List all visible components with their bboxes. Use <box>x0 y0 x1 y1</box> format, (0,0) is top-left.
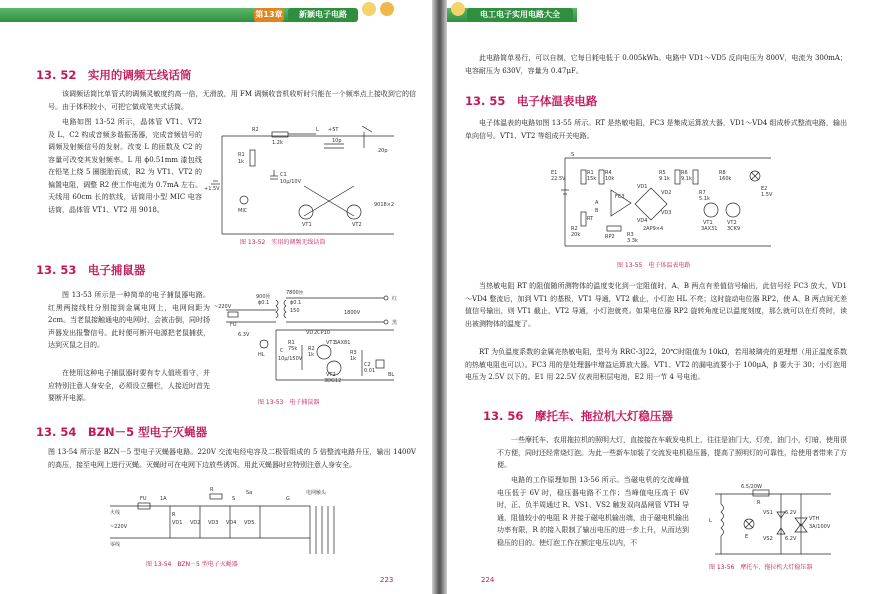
fig-label: ~220V <box>214 304 232 310</box>
fig-label: 10μ/150V <box>278 356 303 362</box>
fig-label: 火线 <box>110 510 121 516</box>
figure-13-54 <box>110 486 350 556</box>
fig-label: 20k <box>571 232 581 238</box>
page-number: 223 <box>380 576 394 584</box>
fig-label: VT1 <box>302 222 312 228</box>
fig-label: 0.01 <box>364 368 376 374</box>
fig-label: VD3 <box>661 210 672 216</box>
fig-label: ϕ0.1 <box>258 300 270 306</box>
fig-label: VD1 <box>637 184 648 190</box>
figure-13-56 <box>701 484 851 560</box>
fig-label: VT2 <box>352 222 362 228</box>
fig-label: 1.2k <box>272 140 283 146</box>
paragraph: 电路的工作原理如图 13-56 所示。当磁电机的交流峰值电压低于 6V 时，稳压器电路不工作；当峰值电压高于 6V 时，正、负半周通过 R、VS1、VS2 触发双向晶闸管 VTH 导通，阻值较小的电阻 R 并接于磁电机输出端，由于磁电机输出功率有限，R 的接入限制了输出电压的进一步上升，从而达到稳压的目的。使灯泡工作在额定电压以内，不 <box>497 476 689 547</box>
fig-label: 1.5V <box>761 192 773 198</box>
fig-label: 2CP10 <box>314 330 331 336</box>
fig-label: 3A/100V <box>809 524 831 530</box>
fig-label: C2 <box>364 362 371 368</box>
fig-label: R <box>172 512 176 518</box>
fig-label: Sa <box>246 490 253 496</box>
fig-label: VTH <box>809 516 820 522</box>
right-page <box>447 0 879 594</box>
fig-label: 9.1k <box>681 176 692 182</box>
fig-label: S <box>232 496 236 502</box>
fig-label: 零线 <box>110 542 121 548</box>
fig-label: VS1 <box>763 510 773 516</box>
fig-label: VD4 <box>226 520 237 526</box>
fig-label: MIC <box>238 208 248 214</box>
chapter-title-tag: 新颖电子电路 <box>288 8 358 22</box>
section-title: 13. 53 电子捕鼠器 <box>36 263 146 277</box>
fig-label: 1k <box>350 356 357 362</box>
header-deco-icon <box>380 2 394 16</box>
fig-label: HL <box>258 352 265 358</box>
fig-label: 150 <box>290 308 300 314</box>
fig-label: VD5 <box>244 520 255 526</box>
paragraph: 图 13-53 所示是一种简单的电子捕鼠器电路。红黑两接线柱分别接到金属电网上，电网间距为 2cm。当老鼠接触通电的电网时，会被击倒，同时扬声器发出报警信号。此时便可断开电源把老鼠捕获，达到灭鼠之目的。 <box>48 291 211 349</box>
figure-caption: 图 13-53 电子捕鼠器 <box>258 399 320 406</box>
fig-label: 10μ/10V <box>280 179 302 185</box>
fig-label: FU <box>140 496 147 502</box>
fig-label: E1 <box>551 170 558 176</box>
fig-label: 22.5V <box>551 176 566 182</box>
paragraph: 当热敏电阻 RT 的阻值随所测物体的温度变化到一定阻值时，A、B 两点有差值信号输出，此信号经 FC3 放大，VD1～VD4 整流后，加到 VT1 的基极，VT1 导通，VT2 截止，小灯泡 HL 不亮；这时旋动电位器 RP2，使 A、B 两点间无差值信号输出，则 VT1 截止，VT2 导通，小灯泡就亮。如果电位器 RP2 旋转角度记以温度刻度，那么就可以在灯亮时，读出被测物体的温度了。 <box>465 282 847 328</box>
fig-label: G <box>286 496 290 502</box>
fig-label: FC3 <box>615 194 625 200</box>
fig-label: R <box>757 500 761 506</box>
book-gutter <box>432 0 447 594</box>
fig-label: 1A <box>160 496 167 502</box>
fig-label: 7800匝 <box>286 290 304 296</box>
fig-label: 10p <box>332 138 342 144</box>
fig-label: 6.2V <box>785 536 797 542</box>
header-deco-icon <box>451 2 465 16</box>
fig-label: 900匝 <box>256 294 271 300</box>
fig-label: VT2 <box>326 372 336 378</box>
section-title: 13. 56 摩托车、拖拉机大灯稳压器 <box>483 409 673 423</box>
fig-label: R1 <box>288 340 295 346</box>
fig-label: R2 <box>571 226 578 232</box>
fig-label: +1.5V <box>204 186 220 192</box>
fig-label: R2 <box>308 346 315 352</box>
figure-13-55 <box>551 150 777 250</box>
fig-label: 电网触头 <box>306 490 327 496</box>
paragraph: RT 为负温度系数的金属壳热敏电阻，型号为 RRC-3J22，20℃时阻值为 10kΩ，若用玻璃壳的更理想（用正温度系数的热敏电阻也可以）。FC3 用的是处理器中增益运算放大器。VT1、VT2 的漏电流要小于 100μA，β 要大于 30；小灯泡用电压为 2.5V 以下的。E1 用 22.5V 仪表用积层电池，E2 用一节 4 号电池。 <box>465 348 847 381</box>
fig-label: R3 <box>350 350 357 356</box>
fig-label: 6.5/20W <box>741 484 762 490</box>
fig-label: E <box>745 534 749 540</box>
fig-label: E2 <box>761 186 768 192</box>
figure-caption: 图 13-54 BZN－5 型电子灭蝇器 <box>146 561 238 568</box>
fig-label: A <box>595 200 599 206</box>
book-title-tag: 电工电子实用电路大全 <box>467 8 573 22</box>
fig-label: 红 <box>392 296 398 302</box>
figure-caption: 图 13-56 摩托车、拖拉机大灯稳压器 <box>709 564 813 571</box>
fig-label: VT1 <box>326 340 336 346</box>
section-title: 13. 55 电子体温表电路 <box>465 94 598 108</box>
figure-caption: 图 13-55 电子体温表电路 <box>617 262 691 269</box>
fig-label: 75k <box>288 346 298 352</box>
fig-label: 20p <box>378 148 388 154</box>
fig-label: C1 <box>280 172 287 178</box>
fig-label: L <box>316 127 319 133</box>
fig-label: 9.1k <box>659 176 670 182</box>
paragraph: 该调频话筒比单管式的调频灵敏度约高一倍，无滑放，用 FM 调频收音机收听时只能在一个频率点上接收到它的信号。由于体积较小，可把它做成笔夹式话筒。 <box>48 90 416 111</box>
fig-label: BL <box>388 372 395 378</box>
fig-label: 15k <box>587 176 597 182</box>
page-number: 224 <box>481 576 495 584</box>
paragraph: 图 13-54 所示是 BZN－5 型电子灭蝇器电路。220V 交流电经电容及二极管组成的 5 倍整流电路升压，输出 1400V 的高压，接至电网上进行灭蝇。灭蝇时可在电网下边放些诱饵。用此灭蝇器时应特别注意人身安全。 <box>48 448 416 469</box>
fig-label: 黑 <box>392 320 398 326</box>
fig-label: VT2 <box>727 220 737 226</box>
fig-label: R8 <box>719 170 726 176</box>
fig-label: 3DG12 <box>324 378 342 384</box>
section-title: 13. 52 实用的调频无线话筒 <box>36 68 192 82</box>
fig-label: 9018×2 <box>374 202 395 208</box>
fig-label: S <box>571 152 575 158</box>
fig-label: 3.3k <box>627 238 638 244</box>
section-title: 13. 54 BZN－5 型电子灭蝇器 <box>36 425 208 439</box>
fig-label: C <box>280 348 284 354</box>
fig-label: 6.2V <box>785 510 797 516</box>
fig-label: R2 <box>252 127 259 133</box>
fig-label: R4 <box>605 170 612 176</box>
fig-label: VT1 <box>703 220 713 226</box>
fig-label: R1 <box>238 152 245 158</box>
fig-label: VD <box>306 330 314 336</box>
figure-13-53 <box>214 290 420 390</box>
fig-label: +5T <box>328 127 339 133</box>
paragraph: 此电路简单易行，可以自制，它每日耗电低于 0.005kWh。电路中 VD1～VD5 反向电压为 800V，电流为 300mA；电容耐压为 630V，容量为 0.47μF。 <box>465 54 847 75</box>
fig-label: R5 <box>659 170 666 176</box>
paragraph: 电子体温表的电路如图 13-55 所示。RT 是热敏电阻，FC3 是集成运算放大器，VD1～VD4 组成桥式整流电路，输出单向信号。VT1、VT2 等组成开关电路。 <box>465 119 847 140</box>
fig-label: 3CK9 <box>727 226 741 232</box>
fig-label: VD1 <box>172 520 183 526</box>
fig-label: R1 <box>587 170 594 176</box>
fig-label: 160k <box>719 176 732 182</box>
fig-label: 2AP9×4 <box>643 226 664 232</box>
figure-13-52 <box>204 126 418 244</box>
fig-label: 3AX31 <box>701 226 718 232</box>
fig-label: R <box>210 487 214 493</box>
fig-label: VD2 <box>661 190 672 196</box>
fig-label: R7 <box>699 190 706 196</box>
fig-label: L <box>709 518 712 524</box>
chapter-tag: 第13章 <box>254 8 284 22</box>
paragraph: 在使用这种电子捕鼠器时要有专人值班看守，并应特别注意人身安全，必须设立栅栏，人接近时首先要断开电源。 <box>48 369 210 402</box>
fig-label: VD2 <box>190 520 201 526</box>
fig-label: 3AX81 <box>334 340 351 346</box>
paragraph: 一些摩托车、农用拖拉机的照明大灯，直接接在车载发电机上，往往是油门大，灯亮，油门小，灯暗，使用很不方便，同时还经常烧灯泡。为此一些新车加装了交流发电机稳压器，提高了照明灯的可靠性，给使用者带来了方便。 <box>497 436 847 469</box>
fig-label: 10k <box>605 176 615 182</box>
fig-label: ~220V <box>110 524 128 530</box>
left-page <box>0 0 432 594</box>
header-deco-icon <box>362 2 376 16</box>
fig-label: VD3 <box>208 520 219 526</box>
fig-label: R3 <box>627 232 634 238</box>
fig-label: ϕ0.1 <box>290 300 302 306</box>
fig-label: RT <box>587 216 594 222</box>
fig-label: VS2 <box>763 536 773 542</box>
fig-label: VD4 <box>637 218 648 224</box>
fig-label: 5.1k <box>699 196 710 202</box>
fig-label: FU <box>230 322 237 328</box>
fig-label: 1k <box>238 159 245 165</box>
paragraph: 电路如图 13-52 所示，晶体管 VT1、VT2 及 L、C2 构成音频多谐振荡器，完成音频信号的调频及射频信号的发射。改变 L 的匝数及 C2 的容量可改变其发射频率。L 用 ϕ0.51mm 漆包线在铅笔上绕 5 圈脱胎而成，R2 为 VT1、VT2 的偏置电阻，调整 R2 使工作电流为 0.7mA 左右。天线用 60cm 长的软线，话筒用小型 MIC 电容话筒，晶体管 VT1、VT2 用 9018。 <box>48 118 202 214</box>
fig-label: 1k <box>308 352 315 358</box>
fig-label: 1800V <box>344 310 361 316</box>
fig-label: R6 <box>681 170 688 176</box>
fig-label: B <box>595 208 599 214</box>
fig-label: RP2 <box>605 234 615 240</box>
figure-caption: 图 13-52 实用的调频无线话筒 <box>240 239 326 246</box>
fig-label: 6.3V <box>238 332 250 338</box>
